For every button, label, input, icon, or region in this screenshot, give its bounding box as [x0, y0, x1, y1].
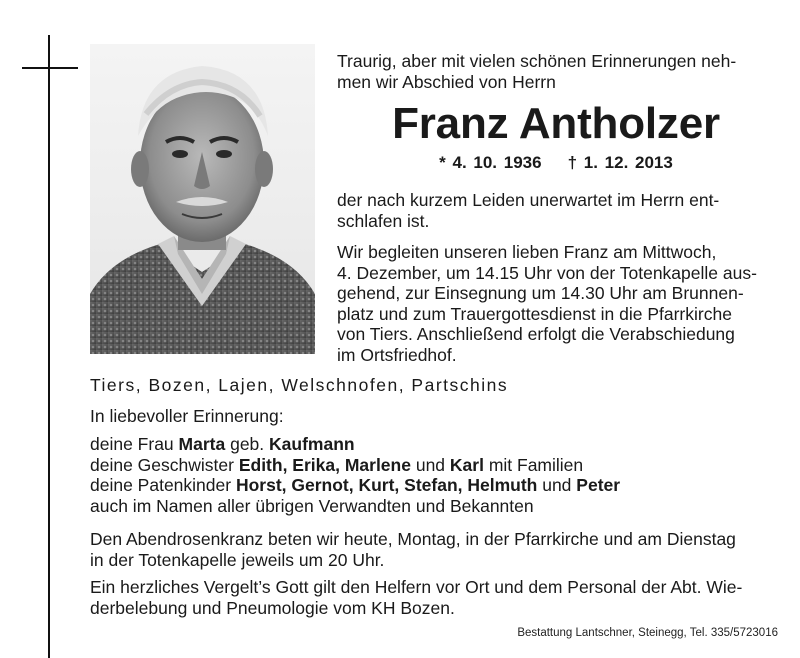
siblings-prefix: deine Geschwister — [90, 454, 239, 475]
wife-maiden-name: Kaufmann — [269, 434, 355, 454]
passing-line: schlafen ist. — [337, 210, 430, 231]
family-list — [90, 434, 620, 516]
godchildren-last: Peter — [576, 475, 621, 495]
wife-prefix: deine Frau — [90, 434, 179, 454]
family-line-godchildren — [90, 475, 620, 496]
rosary-notice — [90, 529, 778, 570]
family-line-relatives: auch im Namen aller übrigen Verwandten und Bekannten — [90, 495, 534, 516]
thanks-line: Ein herzliches Vergelt’s Gott gilt den Helfern vor Ort und dem Personal der Abt. Wie- — [90, 577, 743, 597]
birth-date: * 4. 10. 1936 — [439, 153, 542, 172]
siblings-names: Edith, Erika, Marlene — [238, 454, 411, 475]
funeral-line: Wir begleiten unseren lieben Franz am Mittwoch, — [337, 242, 717, 262]
funeral-details — [337, 242, 775, 365]
portrait-photo — [90, 44, 315, 354]
family-line-siblings — [90, 455, 620, 476]
siblings-and: und — [410, 454, 450, 475]
funeral-home-footer: Bestattung Lantschner, Steinegg, Tel. 335/5723016 — [517, 627, 778, 639]
passing-line: der nach kurzem Leiden unerwartet im Herrn ent- — [337, 190, 720, 210]
funeral-line: platz und zum Trauergottesdienst in die Pfarrkirche — [337, 303, 732, 324]
rosary-line: Den Abendrosenkranz beten wir heute, Montag, in der Pfarrkirche und am Dienstag — [90, 529, 736, 549]
wife-name: Marta — [178, 434, 226, 454]
funeral-line: 4. Dezember, um 14.15 Uhr von der Totenkapelle aus- — [337, 262, 757, 283]
passing-text — [337, 190, 775, 231]
godchildren-and: und — [537, 475, 577, 495]
intro-line: men wir Abschied von Herrn — [337, 71, 556, 92]
intro-text — [337, 51, 775, 92]
funeral-line: im Ortsfriedhof. — [337, 344, 457, 365]
siblings-last: Karl — [449, 454, 484, 475]
siblings-suffix: mit Familien — [483, 454, 584, 475]
deceased-name: Franz Antholzer — [392, 99, 720, 148]
family-line-wife — [90, 434, 620, 455]
cross-icon-vertical — [48, 35, 50, 658]
thanks-notice — [90, 577, 778, 618]
memory-heading: In liebevoller Erinnerung: — [90, 406, 284, 426]
places-list: Tiers, Bozen, Lajen, Welschnofen, Partschins — [90, 375, 509, 395]
intro-line: Traurig, aber mit vielen schönen Erinnerungen neh- — [337, 51, 737, 71]
thanks-line: derbelebung und Pneumologie vom KH Bozen. — [90, 597, 455, 618]
godchildren-prefix: deine Patenkinder — [90, 475, 236, 495]
wife-mid: geb. — [225, 434, 270, 454]
life-dates — [337, 152, 775, 174]
godchildren-names: Horst, Gernot, Kurt, Stefan, Helmuth — [235, 475, 538, 495]
funeral-line: von Tiers. Anschließend erfolgt die Verabschiedung — [337, 324, 735, 344]
rosary-line: in der Totenkapelle jeweils um 20 Uhr. — [90, 549, 385, 570]
funeral-line: gehend, zur Einsegnung um 14.30 Uhr am Brunnen- — [337, 283, 744, 303]
death-date: † 1. 12. 2013 — [567, 153, 673, 172]
cross-icon-horizontal — [22, 67, 78, 69]
